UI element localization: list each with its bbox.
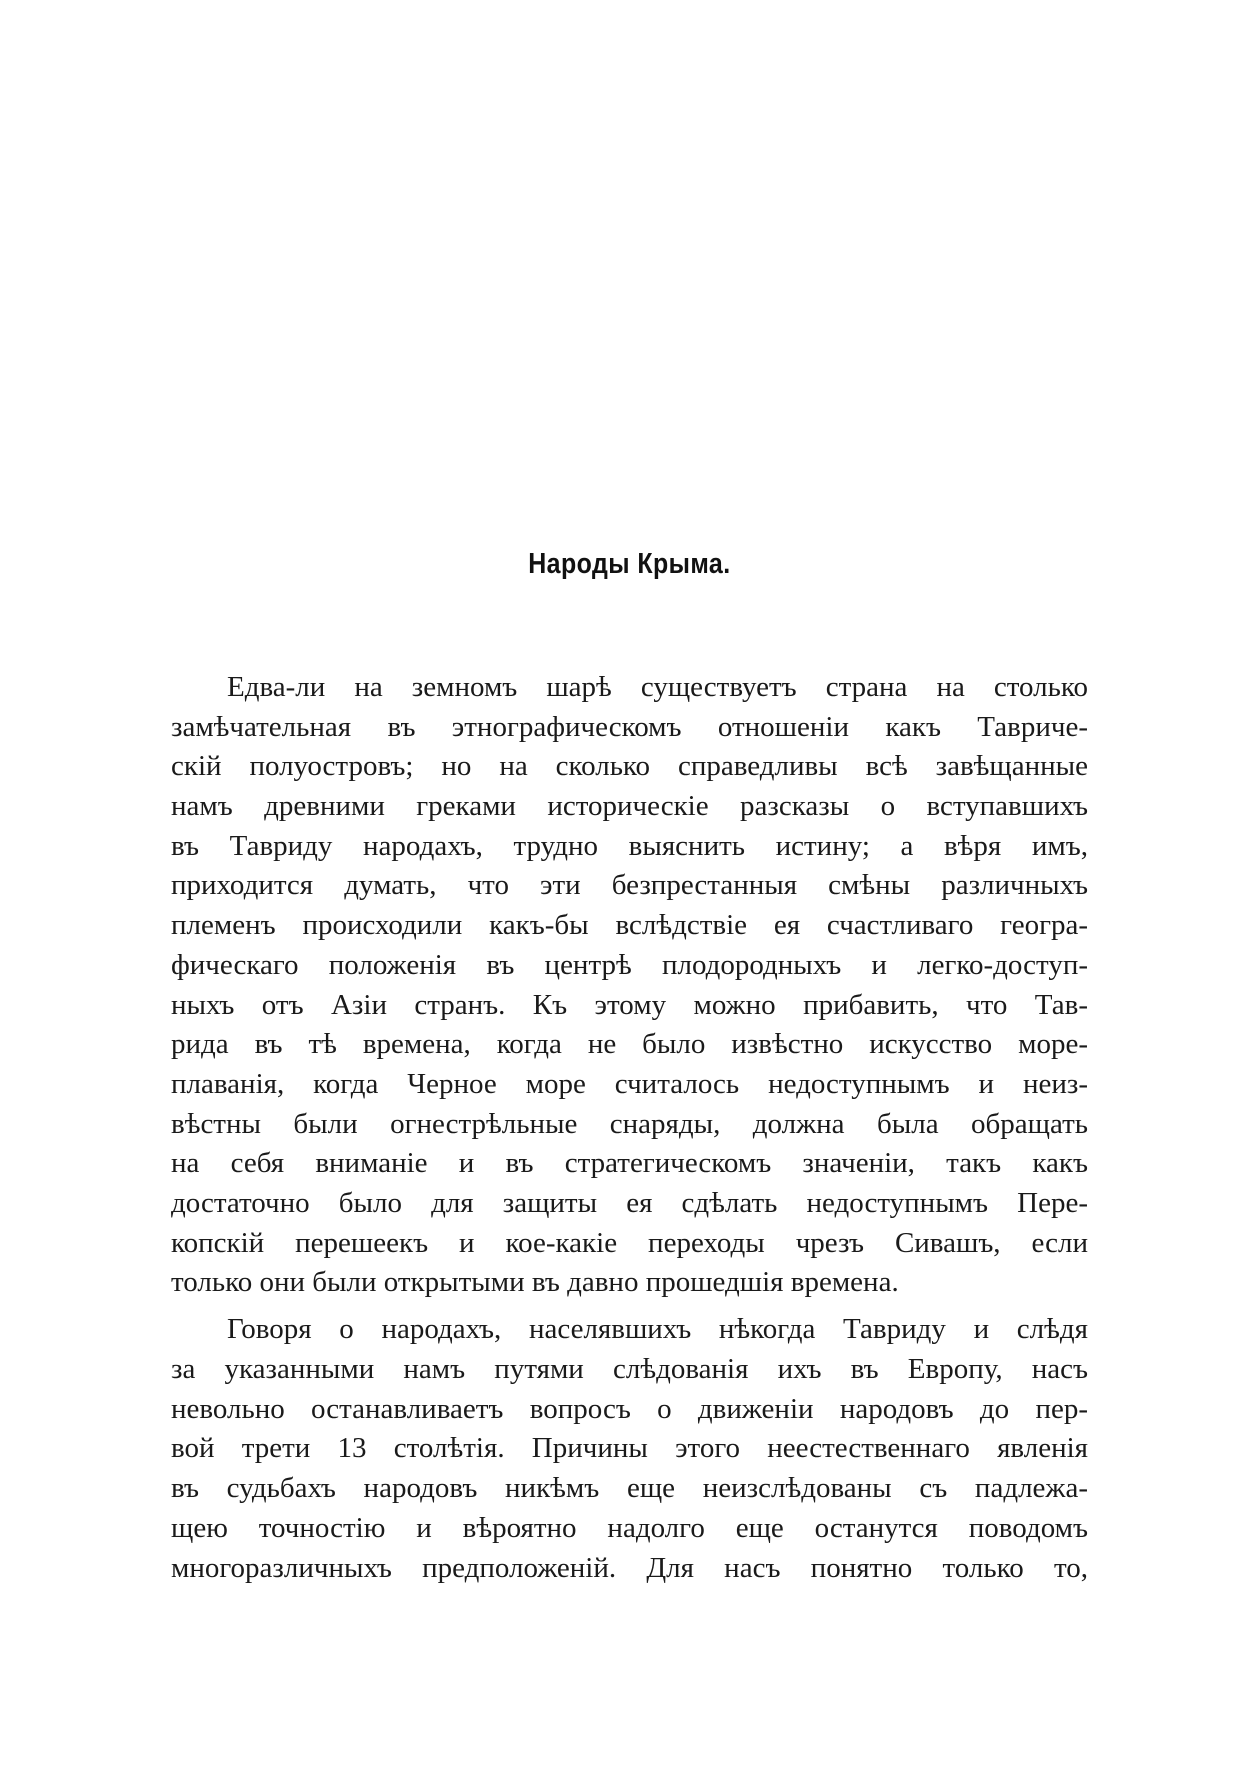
paragraph-1 [171, 668, 1088, 1303]
text-line: въ судьбахъ народовъ никѣмъ еще неизслѣдованы съ падлежа- [171, 1472, 1088, 1505]
text-line: Едва-ли на земномъ шарѣ существуетъ страна на столько [227, 671, 1088, 703]
text-line: вѣстны были огнестрѣльные снаряды, должна была обращать [171, 1107, 1088, 1140]
text-line: въ Тавриду народахъ, трудно выяснить истину; а вѣря имъ, [171, 829, 1088, 862]
text-line: на себя вниманiе и въ стратегическомъ значенiи, такъ какъ [171, 1147, 1088, 1180]
text-line: приходится думать, что эти безпрестанныя смѣны различныхъ [171, 869, 1088, 902]
text-line: вой трети 13 столѣтiя. Причины этого неестественнаго явленiя [171, 1432, 1088, 1465]
text-line: намъ древними греками историческiе разсказы о вступавшихъ [171, 790, 1088, 823]
text-line: замѣчательная въ этнографическомъ отношенiи какъ Тавриче- [171, 710, 1088, 743]
text-line: щею точностiю и вѣроятно надолго еще останутся поводомъ [171, 1511, 1088, 1544]
text-line: племенъ происходили какъ-бы вслѣдствiе ея счастливаго геогра- [171, 909, 1088, 942]
text-line: невольно останавливаетъ вопросъ о движенiи народовъ до пер- [171, 1392, 1088, 1425]
text-line: фическаго положенiя въ центрѣ плодородныхъ и легко-доступ- [171, 948, 1088, 981]
text-line: ныхъ отъ Азiи странъ. Къ этому можно прибавить, что Тав- [171, 988, 1088, 1021]
text-line: многоразличныхъ предположенiй. Для насъ понятно только то, [171, 1551, 1088, 1584]
text-line: Говоря о народахъ, населявшихъ нѣкогда Тавриду и слѣдя [227, 1313, 1088, 1345]
paragraph-2 [171, 1310, 1088, 1589]
text-line: плаванiя, когда Черное море считалось недоступнымъ и неиз- [171, 1067, 1088, 1100]
text-line: скiй полуостровъ; но на сколько справедливы всѣ завѣщанные [171, 750, 1088, 783]
text-line: только они были открытыми въ давно прошедшiя времена. [171, 1266, 899, 1299]
text-line: за указанными намъ путями слѣдованiя ихъ въ Европу, насъ [171, 1352, 1088, 1385]
text-line: копскiй перешеекъ и кое-какiе переходы чрезъ Сивашъ, если [171, 1226, 1088, 1259]
body-text [171, 668, 1088, 1589]
page-title: Народы Крыма. [528, 548, 731, 580]
text-line: рида въ тѣ времена, когда не было извѣстно искусство море- [171, 1028, 1088, 1061]
text-line: достаточно было для защиты ея сдѣлать недоступнымъ Пере- [171, 1186, 1088, 1219]
